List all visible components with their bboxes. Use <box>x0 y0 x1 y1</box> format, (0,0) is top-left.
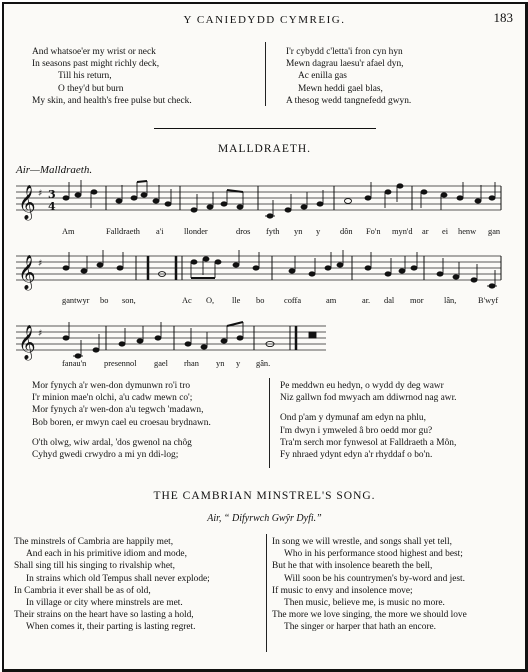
air-label: Air—Malldraeth. <box>16 164 93 176</box>
lyric-word: son, <box>122 296 136 305</box>
verse-line: Mor fynych a'r wen-don dymunwn ro'i tro <box>32 381 191 391</box>
stanza-gap <box>32 429 262 437</box>
svg-text:3: 3 <box>48 188 56 201</box>
song-title: MALLDRAETH. <box>217 143 312 155</box>
lyric-word: lân, <box>444 296 457 305</box>
verse-line: O they'd but burn <box>58 83 124 94</box>
verse-line: And whatsoe'er my wrist or neck <box>32 47 156 57</box>
verse-line: Then music, believe me, is music no more. <box>284 598 445 609</box>
lyric-word: presennol <box>104 359 137 368</box>
lyric-word: gantwyr <box>62 296 90 305</box>
verse-line: Who in his performance stood highest and best; <box>284 549 463 560</box>
treble-clef-icon: 𝄞 <box>18 185 36 220</box>
lyrics-line-2 <box>4 296 525 306</box>
verse-line: In Cambria it ever shall be as of old, <box>14 585 151 596</box>
lyrics-line-1 <box>4 227 525 237</box>
page-number: 183 <box>493 10 513 25</box>
treble-clef-icon: 𝄞 <box>18 325 36 360</box>
lyric-word: ar <box>422 227 429 236</box>
lyric-word: ar. <box>362 296 371 305</box>
lyric-word: y <box>236 359 241 368</box>
lyric-word: fyth <box>266 227 280 236</box>
lyric-word: fanau'n <box>62 359 87 368</box>
lyric-word: O, <box>206 296 215 305</box>
verse-line: Mewn dagrau laesu'r afael dyn, <box>286 59 404 70</box>
verse-line: Mor fynych a'r wen-don a'u tegwch 'madawn, <box>32 405 204 416</box>
lyric-word: bo <box>100 296 109 305</box>
cambrian-verse-right <box>272 536 522 634</box>
verse-line: Pe meddwn eu hedyn, o wydd dy deg wawr <box>280 381 444 391</box>
verse-line: Ac enilla gas <box>298 71 347 82</box>
svg-text:♯: ♯ <box>38 189 43 199</box>
stanza-gap <box>280 404 520 412</box>
verse-line: Fy nhraed ydynt edyn a'r rhyddaf o bo'n. <box>280 450 433 461</box>
verse-line: The minstrels of Cambria are happily met, <box>14 537 174 547</box>
lyric-word: gan <box>488 227 501 236</box>
air-label: Air, “ Difyrwch Gwŷr Dyfi.” <box>207 513 322 524</box>
lyric-word: lle <box>232 296 241 305</box>
running-title: Y CANIEDYDD CYMREIG. <box>183 14 346 26</box>
malldraeth-verse-right <box>280 380 520 461</box>
lyric-word: bo <box>256 296 265 305</box>
section-rule <box>154 128 376 129</box>
lyric-word: y <box>316 227 321 236</box>
lyric-word: Falldraeth <box>106 227 140 236</box>
lyric-word: ei <box>442 227 449 236</box>
verse-line: My skin, and health's free pulse but check. <box>32 95 192 106</box>
lyric-word: am <box>326 296 337 305</box>
cambrian-verse-left <box>14 536 266 634</box>
treble-clef-icon: 𝄞 <box>18 255 36 290</box>
verse-line: And each in his primitive idiom and mode, <box>26 549 187 560</box>
lyric-word: Ac <box>182 296 192 305</box>
verse-line: But he that with insolence beareth the bell, <box>272 561 433 572</box>
lyric-word: yn <box>294 227 303 236</box>
lyric-word: coffa <box>284 296 302 305</box>
lyric-word: Am <box>62 227 75 236</box>
music-score <box>4 176 525 376</box>
lyric-word: henw <box>458 227 477 236</box>
verse-line: Shall sing till his singing to rivalship whet, <box>14 561 175 572</box>
lyric-word: a'i <box>156 227 164 236</box>
verse-line: In song we will wrestle, and songs shall yet tell, <box>272 537 452 547</box>
svg-text:♯: ♯ <box>38 259 43 269</box>
column-divider <box>265 42 266 106</box>
lyric-word: dal <box>384 296 395 305</box>
book-page <box>2 2 528 672</box>
verse-line: In strains which old Tempus shall never explode; <box>26 573 210 584</box>
verse-line: If music to envy and insolence move; <box>272 585 413 596</box>
verse-line: When comes it, their parting is lasting regret. <box>26 622 196 633</box>
lyric-word: gael <box>154 359 168 368</box>
lyric-word: B'wyf <box>478 296 499 305</box>
lyric-word: myn'd <box>392 227 413 236</box>
verse-line: A thesog wedd tangnefedd gwyn. <box>286 95 412 106</box>
verse-line: In seasons past might richly deck, <box>32 59 160 70</box>
column-divider <box>269 378 270 468</box>
verse-line: The more we love singing, the more we should love <box>272 610 467 621</box>
svg-text:4: 4 <box>48 200 56 213</box>
verse-line: O'th olwg, wiw ardal, 'dos gwenol na chôg <box>32 437 192 448</box>
verse-line: Tra'm serch mor fynwesol at Falldraeth a Môn, <box>280 437 457 448</box>
verse-line: Their strains on the heart have so lasting a hold, <box>14 610 194 621</box>
verse-line: Niz gallwn fod mwyach am ddiwrnod nag awr. <box>280 393 457 404</box>
verse-line: I'r cybydd c'letta'i fron cyn hyn <box>286 47 403 57</box>
verse-line: Bob boren, er mwyn cael eu croesau brydnawn. <box>32 417 211 428</box>
lyric-word: gân. <box>256 359 271 368</box>
verse-line: Mewn heddi gael blas, <box>298 83 383 94</box>
lyric-word: rhan <box>184 359 199 368</box>
verse-line: Till his return, <box>58 71 112 82</box>
verse-line: I'r minion mae'n olchi, a'u cadw mewn co'; <box>32 393 193 404</box>
verse-line: Will soon be his countrymen's by-word and jest. <box>284 573 465 584</box>
top-verse-left <box>32 46 258 107</box>
lyric-word: dôn <box>340 227 353 236</box>
svg-text:♯: ♯ <box>38 329 43 339</box>
verse-line: Ond p'am y dymunaf am edyn na phlu, <box>280 413 426 424</box>
verse-line: I'm dwyn i ymweled â bro oedd mor gu? <box>280 425 433 436</box>
lyrics-line-3 <box>4 359 525 369</box>
verse-line: The singer or harper that hath an encore. <box>284 622 437 633</box>
top-verse-right <box>286 46 512 107</box>
lyric-word: mor <box>410 296 424 305</box>
song-title: THE CAMBRIAN MINSTREL'S SONG. <box>153 490 376 502</box>
verse-line: Cyhyd gwedi crwydro a mi yn ddi-log; <box>32 450 179 461</box>
lyric-word: dros <box>236 227 251 236</box>
lyric-word: Fo'n <box>366 227 381 236</box>
verse-line: In village or city where minstrels are met. <box>26 598 183 609</box>
lyric-word: llonder <box>184 227 208 236</box>
lyric-word: yn <box>216 359 225 368</box>
column-divider <box>266 534 267 652</box>
malldraeth-verse-left <box>32 380 262 461</box>
